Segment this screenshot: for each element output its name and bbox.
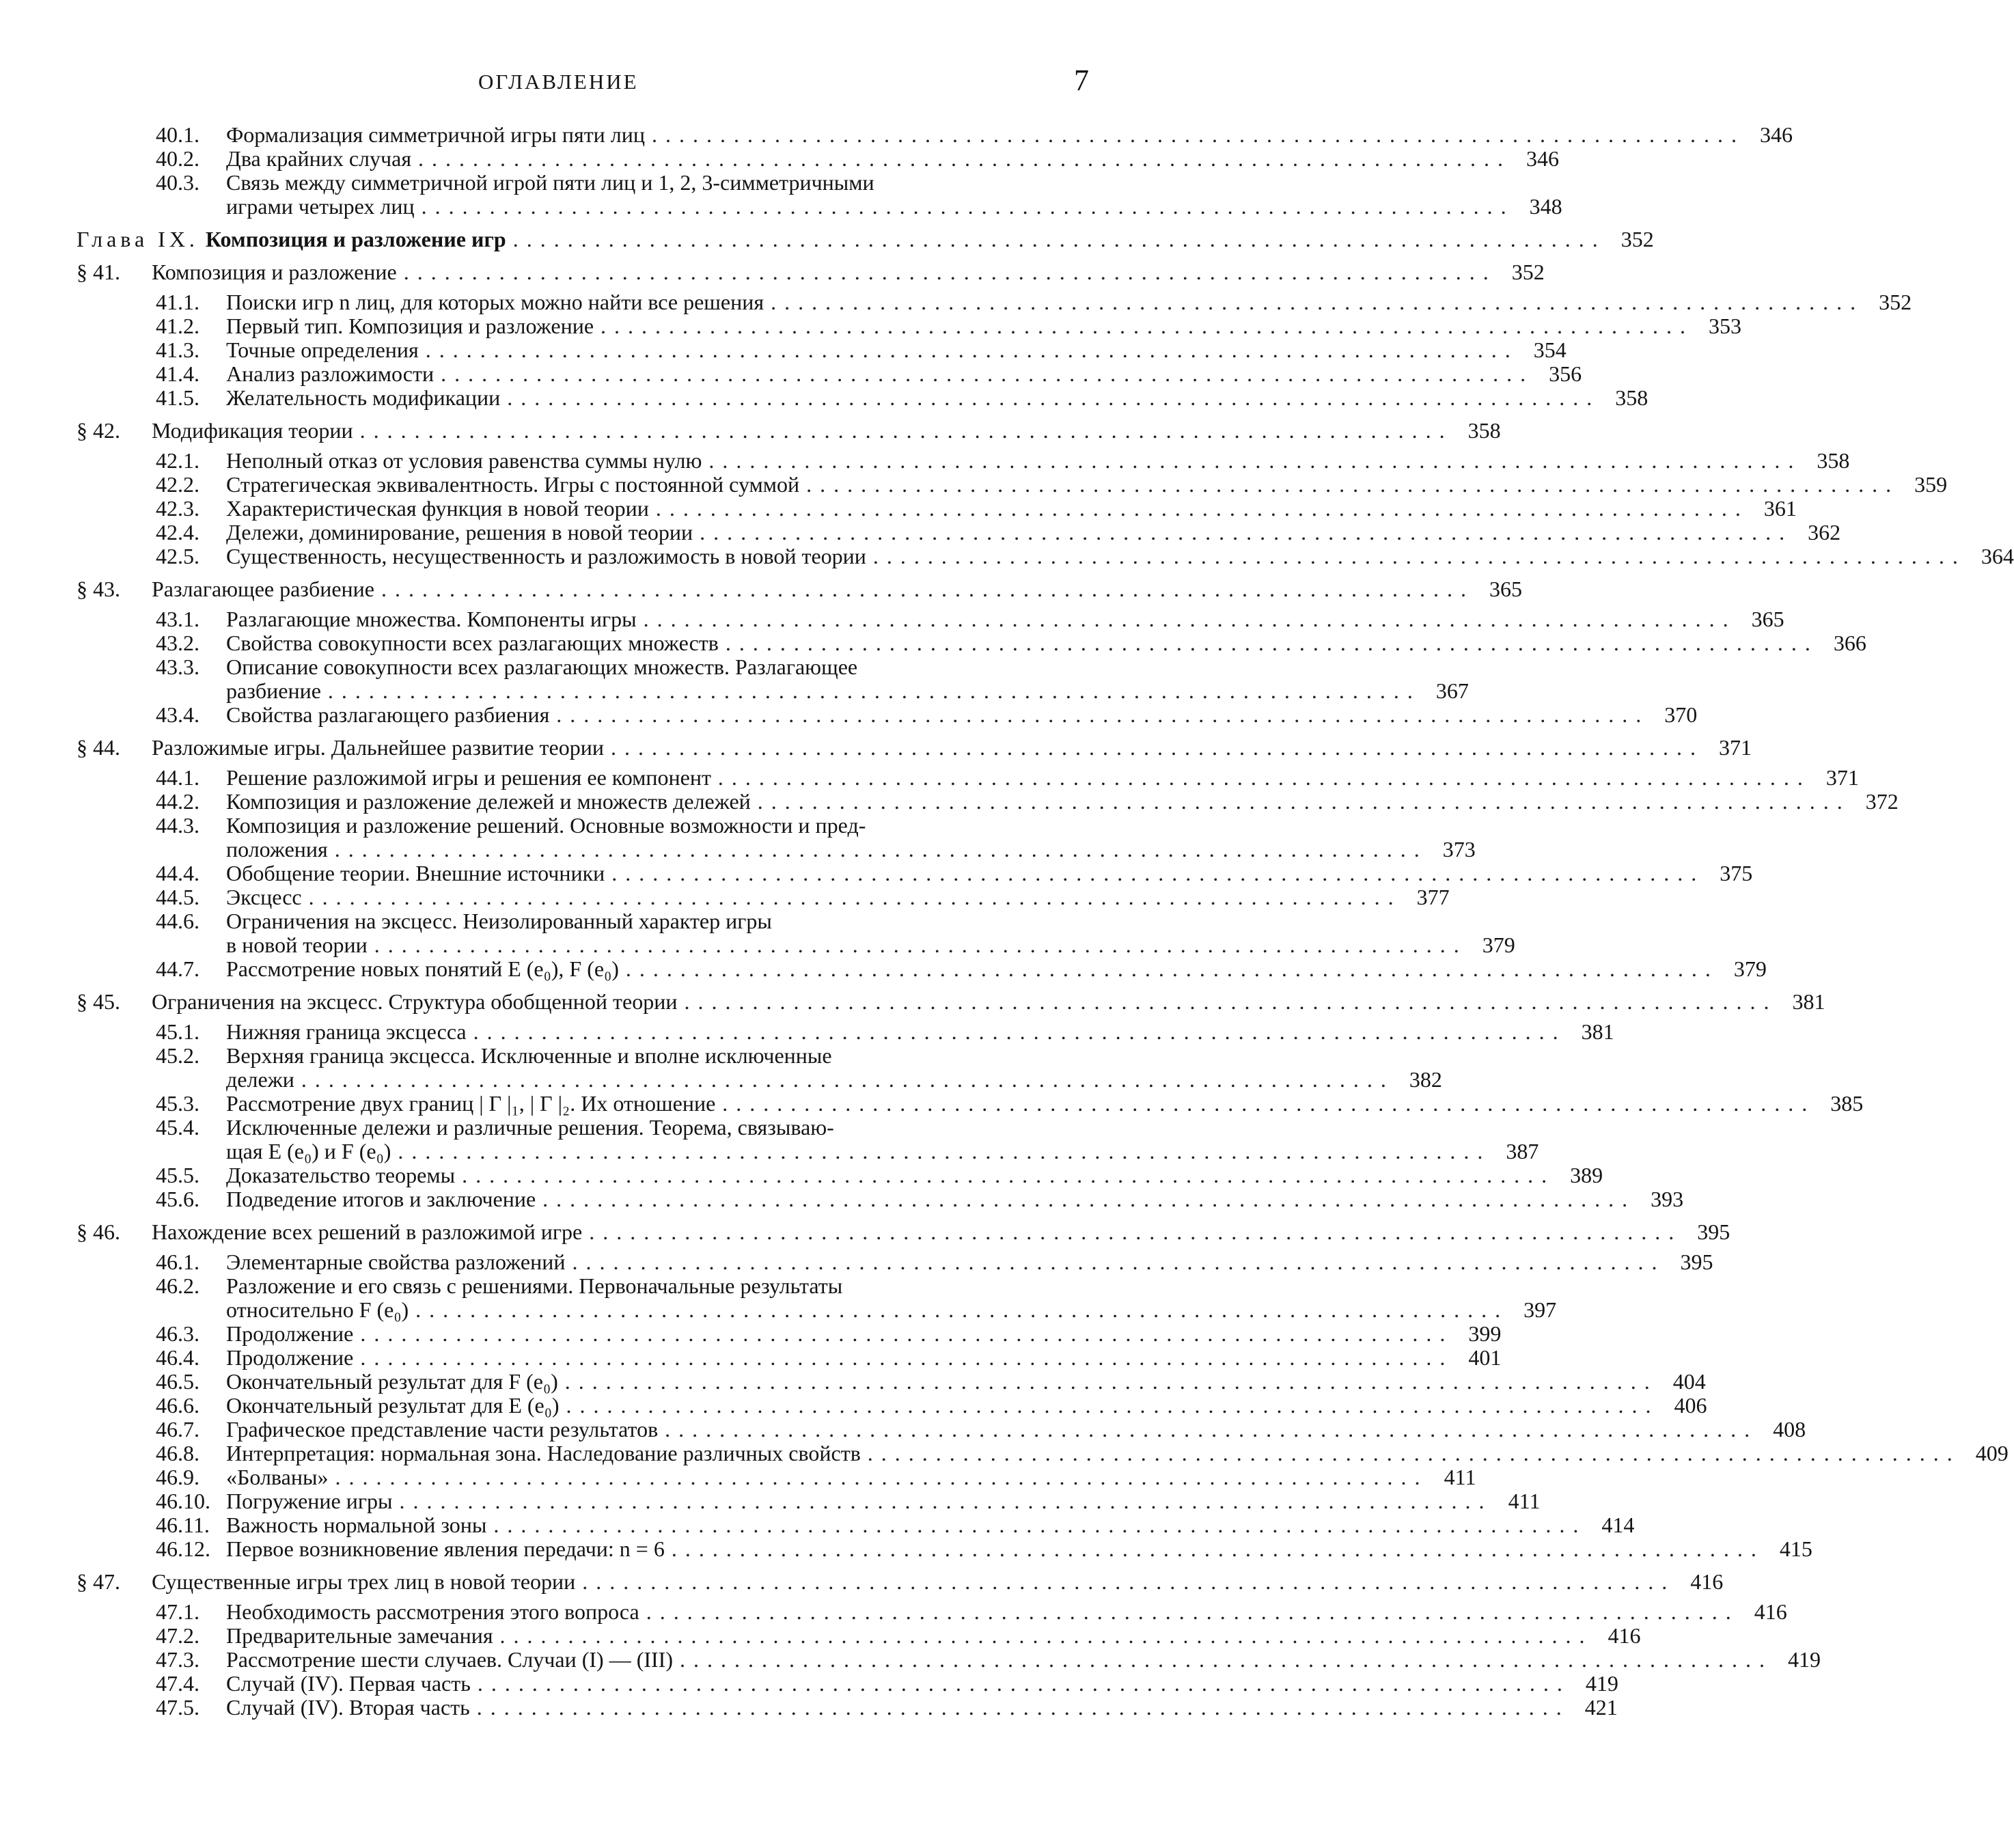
toc-entry (0, 1019, 1614, 1044)
toc-entry-page: 389 (1570, 1163, 1603, 1187)
toc-entry (0, 146, 1560, 171)
toc-entry-number: 45.4. (156, 1115, 199, 1140)
toc-entry-title: Характеристическая функция в новой теории (226, 496, 649, 521)
toc-entry-number: 44.5. (156, 885, 199, 909)
toc-entry-number: 47.5. (156, 1695, 199, 1720)
toc-entry-title: Композиция и разложение (152, 260, 397, 284)
dot-leader (868, 1442, 1954, 1465)
toc-entry-number: 44.1. (156, 765, 199, 790)
toc-entry-number: 46.5. (156, 1369, 199, 1394)
toc-entry (0, 1044, 1194, 1068)
running-title: ОГЛАВЛЕНИЕ (478, 70, 639, 94)
toc-entry-page: 404 (1672, 1369, 1706, 1394)
dot-leader (652, 123, 1738, 147)
toc-entry-title: Поиски игр n лиц, для которых можно найти все решения (226, 290, 764, 314)
dot-leader (684, 990, 1770, 1014)
toc-entry-title: Продолжение (226, 1345, 354, 1370)
toc-entry-title: Стратегическая эквивалентность. Игры с постоянной суммой (226, 472, 800, 497)
dot-leader (726, 631, 1812, 655)
toc-entry-title: Верхняя граница эксцесса. Исключенные и вполне исключенные (226, 1043, 832, 1068)
dot-leader (611, 736, 1697, 760)
toc-entry-title: Продолжение (226, 1321, 354, 1346)
toc-entry-number: 46.12. (156, 1536, 210, 1561)
toc-entry-title: «Болваны» (226, 1465, 329, 1489)
toc-entry-number: 46.10. (156, 1489, 210, 1513)
dot-leader (611, 861, 1698, 885)
toc-entry-title: Существенные игры трех лиц в новой теории (152, 1569, 576, 1594)
dot-leader (500, 1624, 1586, 1648)
toc-entry-page: 367 (1435, 678, 1469, 703)
toc-entry-number: § 41. (77, 260, 120, 284)
dot-leader (301, 1068, 1388, 1092)
toc-entry-number: § 47. (77, 1569, 120, 1594)
dot-leader (873, 544, 1959, 568)
dot-leader (806, 473, 1892, 497)
toc-entry-title: Разлагающее разбиение (152, 577, 374, 601)
dot-leader (399, 1489, 1485, 1513)
toc-entry-page: 371 (1718, 735, 1752, 760)
toc-entry (0, 1274, 1194, 1298)
toc-entry-title: Формализация симметричной игры пяти лиц (226, 122, 646, 147)
toc-entry (0, 702, 1698, 727)
dot-leader (328, 679, 1414, 703)
toc-entry (0, 1536, 1812, 1561)
table-of-contents (0, 122, 2014, 1720)
toc-entry-title: Нижняя граница эксцесса (226, 1019, 467, 1044)
toc-entry-title: Рассмотрение шести случаев. Случаи (I) — (III) (226, 1647, 673, 1672)
toc-entry (0, 314, 1742, 338)
toc-entry-number: 47.3. (156, 1647, 199, 1672)
dot-leader (513, 227, 1599, 251)
toc-entry-title: Неполный отказ от условия равенства суммы нулю (226, 448, 702, 473)
toc-entry-number: 46.6. (156, 1393, 199, 1418)
dot-leader (665, 1418, 1751, 1442)
toc-entry (0, 933, 1515, 957)
toc-entry-number: 46.7. (156, 1417, 199, 1442)
toc-entry-title: Исключенные дележи и различные решения. Теорема, связываю- (226, 1115, 834, 1140)
toc-entry (0, 837, 1476, 861)
toc-entry-page: 406 (1674, 1393, 1707, 1418)
toc-entry (0, 1163, 1603, 1187)
toc-entry-page: 356 (1549, 361, 1582, 386)
toc-entry-title: Существенность, несущественность и разложимость в новой теории (226, 544, 866, 568)
toc-entry-page: 361 (1763, 496, 1797, 521)
toc-entry (0, 1695, 1618, 1720)
toc-entry (0, 448, 1850, 473)
toc-entry-number: 47.4. (156, 1671, 199, 1696)
toc-entry (0, 789, 1899, 814)
toc-entry-title: Интерпретация: нормальная зона. Наследование различных свойств (226, 1441, 861, 1465)
toc-entry-number: 43.4. (156, 702, 199, 727)
toc-entry (0, 1219, 1730, 1244)
toc-entry-title: Рассмотрение новых понятий E (e₀), F (e₀) (226, 956, 619, 981)
toc-entry-title: Случай (IV). Вторая часть (226, 1695, 470, 1720)
dot-leader (572, 1250, 1658, 1274)
toc-entry (0, 577, 1522, 601)
toc-entry-page: 379 (1482, 933, 1515, 957)
toc-entry-page: 419 (1787, 1647, 1821, 1672)
toc-entry-title: положения (226, 837, 328, 861)
toc-entry-number: 46.8. (156, 1441, 199, 1465)
toc-entry-number: 46.11. (156, 1513, 210, 1537)
toc-entry (0, 607, 1784, 631)
toc-entry-page: 411 (1508, 1489, 1541, 1513)
toc-entry-number: 46.4. (156, 1345, 199, 1370)
toc-entry-page: 364 (1981, 544, 2014, 568)
toc-entry-page: 353 (1709, 314, 1742, 338)
toc-entry-title: разбиение (226, 678, 321, 703)
toc-entry-title: Разложимые игры. Дальнейшее развитие теории (152, 735, 604, 760)
toc-entry-number: 41.3. (156, 337, 199, 362)
toc-entry (0, 544, 2014, 568)
toc-entry (0, 735, 1752, 760)
toc-entry-title: Связь между симметричной игрой пяти лиц и 1, 2, 3-симметричными (226, 170, 874, 195)
toc-entry (0, 1139, 1539, 1163)
toc-entry-page: 375 (1720, 861, 1753, 885)
toc-entry-title: Свойства совокупности всех разлагающих множеств (226, 631, 719, 655)
dot-leader (589, 1220, 1675, 1244)
toc-entry-number: 46.9. (156, 1465, 199, 1489)
dot-leader (360, 1346, 1446, 1370)
toc-entry (0, 1393, 1707, 1418)
toc-entry-page: 415 (1779, 1536, 1812, 1561)
dot-leader (360, 1322, 1446, 1346)
toc-entry (0, 260, 1545, 284)
dot-leader (418, 147, 1504, 171)
toc-entry (0, 1569, 1724, 1594)
toc-entry-page: 381 (1792, 989, 1825, 1014)
toc-entry-page: 371 (1825, 765, 1859, 790)
dot-leader (718, 766, 1804, 790)
toc-entry (0, 956, 1767, 981)
toc-entry-number: 44.3. (156, 813, 199, 838)
toc-entry-page: 414 (1601, 1513, 1635, 1537)
toc-entry (0, 227, 1654, 251)
dot-leader (415, 1298, 1502, 1322)
toc-entry-page: 382 (1409, 1067, 1442, 1092)
dot-leader (478, 1672, 1564, 1696)
toc-entry-page: 416 (1754, 1599, 1787, 1624)
toc-entry-title: Решение разложимой игры и решения ее компонент (226, 765, 711, 790)
toc-entry (0, 1345, 1502, 1370)
toc-entry-title: Композиция и разложение решений. Основные возможности и пред- (226, 813, 866, 838)
toc-entry-number: 42.1. (156, 448, 199, 473)
toc-entry-page: 362 (1808, 520, 1841, 544)
toc-entry-number: 43.1. (156, 607, 199, 631)
toc-entry (0, 1369, 1706, 1394)
dot-leader (566, 1394, 1653, 1418)
dot-leader (473, 1020, 1560, 1044)
toc-entry-page: 395 (1680, 1250, 1713, 1274)
toc-entry-page: 419 (1585, 1671, 1618, 1696)
toc-entry-number: 45.3. (156, 1091, 199, 1116)
toc-entry-page: 381 (1581, 1019, 1614, 1044)
toc-entry-title: Обобщение теории. Внешние источники (226, 861, 605, 885)
toc-entry-number: § 43. (77, 577, 120, 601)
toc-entry (0, 385, 1649, 410)
dot-leader (462, 1163, 1548, 1187)
toc-entry-page: 359 (1914, 472, 1948, 497)
toc-entry-page: 377 (1416, 885, 1450, 909)
toc-entry-title: Разлагающие множества. Компоненты игры (226, 607, 637, 631)
toc-entry (0, 631, 1866, 655)
toc-entry-title: Погружение игры (226, 1489, 393, 1513)
toc-entry-number: 41.2. (156, 314, 199, 338)
toc-entry-number: § 44. (77, 735, 120, 760)
toc-entry-title: Предварительные замечания (226, 1623, 493, 1648)
toc-entry-page: 385 (1830, 1091, 1864, 1116)
dot-leader (381, 577, 1467, 601)
toc-entry-title: Первое возникновение явления передачи: n = 6 (226, 1536, 665, 1561)
dot-leader (360, 419, 1446, 443)
dot-leader (507, 386, 1593, 410)
toc-entry-number: 44.2. (156, 789, 199, 814)
toc-entry (0, 1116, 1194, 1140)
toc-entry-number: § 45. (77, 989, 120, 1014)
toc-entry-title: щая E (e₀) и F (e₀) (226, 1139, 391, 1163)
toc-entry-number: 40.3. (156, 170, 199, 195)
toc-entry (0, 1441, 2009, 1465)
toc-entry-page: 352 (1620, 227, 1654, 251)
dot-leader (422, 195, 1508, 219)
toc-entry-page: 354 (1533, 337, 1567, 362)
toc-entry-title: Свойства разлагающего разбиения (226, 702, 550, 727)
toc-entry-number: 42.5. (156, 544, 199, 568)
toc-entry-number: 46.3. (156, 1321, 199, 1346)
toc-entry-title: Окончательный результат для F (e₀) (226, 1369, 558, 1394)
dot-leader (404, 260, 1490, 284)
toc-entry (0, 814, 1194, 838)
dot-leader (601, 314, 1687, 338)
toc-entry-number: 45.1. (156, 1019, 199, 1044)
toc-entry-title: дележи (226, 1067, 294, 1092)
dot-leader (626, 957, 1712, 981)
toc-entry-page: 387 (1506, 1139, 1539, 1163)
toc-entry (0, 122, 1793, 147)
toc-entry (0, 678, 1469, 703)
toc-entry-number: 43.3. (156, 654, 199, 679)
dot-leader (644, 607, 1730, 631)
toc-entry (0, 361, 1582, 386)
dot-leader (374, 933, 1461, 957)
toc-entry-number: 45.2. (156, 1043, 199, 1068)
toc-entry-title: Нахождение всех решений в разложимой игре (152, 1219, 583, 1244)
toc-entry (0, 171, 1194, 195)
toc-entry (0, 1250, 1713, 1274)
dot-leader (582, 1570, 1668, 1594)
dot-leader (565, 1370, 1651, 1394)
toc-entry-number: § 46. (77, 1219, 120, 1244)
dot-leader (758, 790, 1844, 814)
toc-entry-title: Точные определения (226, 337, 419, 362)
toc-entry-page: 370 (1664, 702, 1698, 727)
toc-entry-number: Глава IX. (77, 227, 199, 251)
toc-entry-page: 352 (1879, 290, 1912, 314)
toc-entry (0, 194, 1562, 219)
toc-entry-number: 42.3. (156, 496, 199, 521)
dot-leader (708, 449, 1795, 473)
toc-entry-title: Желательность модификации (226, 385, 501, 410)
dot-leader (335, 838, 1421, 861)
toc-entry-title: Модификация теории (152, 418, 353, 443)
toc-entry-number: 41.1. (156, 290, 199, 314)
toc-entry (0, 989, 1825, 1014)
toc-entry-title: Анализ разложимости (226, 361, 434, 386)
toc-entry-page: 358 (1615, 385, 1649, 410)
toc-entry-title: Описание совокупности всех разлагающих множеств. Разлагающее (226, 654, 858, 679)
toc-entry (0, 1465, 1476, 1489)
dot-leader (335, 1465, 1421, 1489)
toc-entry (0, 1417, 1806, 1442)
toc-entry (0, 337, 1567, 362)
toc-entry-title: в новой теории (226, 933, 368, 957)
toc-entry (0, 496, 1797, 521)
toc-entry-title: Ограничения на эксцесс. Структура обобщенной теории (152, 989, 678, 1014)
toc-entry-number: 43.2. (156, 631, 199, 655)
toc-entry-title: Дележи, доминирование, решения в новой теории (226, 520, 693, 544)
toc-entry (0, 1647, 1821, 1672)
toc-entry-page: 401 (1468, 1345, 1502, 1370)
page-number: 7 (1074, 64, 1089, 97)
toc-entry-page: 365 (1489, 577, 1522, 601)
toc-entry-title: Два крайних случая (226, 146, 412, 171)
toc-entry-page: 346 (1760, 122, 1793, 147)
toc-entry-title: Доказательство теоремы (226, 1163, 456, 1187)
toc-entry-number: 44.7. (156, 956, 199, 981)
dot-leader (426, 338, 1512, 362)
toc-entry-title: Важность нормальной зоны (226, 1513, 487, 1537)
toc-entry-title: Эксцесс (226, 885, 302, 909)
toc-entry-page: 358 (1817, 448, 1850, 473)
dot-leader (771, 290, 1857, 314)
dot-leader (398, 1140, 1484, 1163)
toc-entry-number: 47.1. (156, 1599, 199, 1624)
toc-entry-page: 379 (1733, 956, 1767, 981)
dot-leader (656, 497, 1742, 521)
toc-entry-title: Случай (IV). Первая часть (226, 1671, 471, 1696)
toc-entry-page: 409 (1975, 1441, 2009, 1465)
toc-entry (0, 1623, 1641, 1648)
toc-entry (0, 861, 1753, 885)
toc-entry-title: Композиция и разложение дележей и множеств дележей (226, 789, 751, 814)
toc-entry-number: 45.6. (156, 1187, 199, 1211)
toc-entry-page: 346 (1526, 146, 1560, 171)
toc-entry-number: 44.4. (156, 861, 199, 885)
toc-entry-page: 365 (1751, 607, 1784, 631)
toc-entry-page: 416 (1608, 1623, 1641, 1648)
toc-entry-page: 372 (1865, 789, 1899, 814)
toc-entry-page: 411 (1444, 1465, 1476, 1489)
toc-entry-title: Элементарные свойства разложений (226, 1250, 566, 1274)
dot-leader (477, 1696, 1563, 1720)
toc-entry-title: Композиция и разложение игр (205, 227, 506, 251)
toc-entry-number: 44.6. (156, 909, 199, 933)
toc-entry (0, 765, 1859, 790)
toc-entry-page: 416 (1690, 1569, 1724, 1594)
toc-entry-page: 393 (1651, 1187, 1684, 1211)
toc-entry-number: 41.4. (156, 361, 199, 386)
toc-entry-page: 397 (1523, 1297, 1557, 1322)
toc-entry-title: Первый тип. Композиция и разложение (226, 314, 594, 338)
toc-entry-number: 45.5. (156, 1163, 199, 1187)
toc-entry (0, 1671, 1618, 1696)
toc-entry-page: 399 (1468, 1321, 1502, 1346)
toc-entry-page: 421 (1584, 1695, 1618, 1720)
toc-entry (0, 1091, 1864, 1116)
toc-entry-page: 366 (1833, 631, 1866, 655)
dot-leader (309, 885, 1395, 909)
dot-leader (672, 1537, 1758, 1561)
toc-entry-title: Графическое представление части результатов (226, 1417, 659, 1442)
toc-entry-number: 40.1. (156, 122, 199, 147)
toc-entry (0, 290, 1912, 314)
toc-entry-title: Окончательный результат для E (e₀) (226, 1393, 560, 1418)
toc-entry (0, 520, 1841, 544)
toc-entry (0, 1297, 1557, 1322)
toc-entry-number: 40.2. (156, 146, 199, 171)
dot-leader (542, 1187, 1629, 1211)
toc-entry-page: 373 (1442, 837, 1476, 861)
dot-leader (556, 703, 1642, 727)
toc-entry (0, 655, 1194, 679)
toc-entry-title: играми четырех лиц (226, 194, 415, 219)
dot-leader (680, 1648, 1766, 1672)
running-head (0, 63, 1194, 104)
toc-entry-page: 352 (1511, 260, 1545, 284)
dot-leader (441, 362, 1527, 386)
toc-entry-page: 348 (1529, 194, 1562, 219)
dot-leader (646, 1600, 1733, 1624)
dot-leader (700, 521, 1786, 544)
toc-entry-page: 408 (1773, 1417, 1806, 1442)
toc-entry-title: Рассмотрение двух границ | Γ |₁, | Γ |₂. Их отношение (226, 1091, 716, 1116)
toc-entry (0, 1513, 1635, 1537)
toc-entry-page: 395 (1697, 1219, 1730, 1244)
dot-leader (493, 1513, 1580, 1537)
toc-entry (0, 1187, 1684, 1211)
toc-entry-title: Разложение и его связь с решениями. Первоначальные результаты (226, 1273, 843, 1298)
toc-entry-title: Необходимость рассмотрения этого вопроса (226, 1599, 639, 1624)
toc-entry-title: Подведение итогов и заключение (226, 1187, 536, 1211)
toc-entry-title: относительно F (e₀) (226, 1297, 409, 1322)
toc-entry (0, 909, 1194, 933)
toc-entry (0, 418, 1501, 443)
toc-entry (0, 885, 1450, 909)
toc-entry-title: Ограничения на эксцесс. Неизолированный характер игры (226, 909, 772, 933)
toc-entry-number: § 42. (77, 418, 120, 443)
toc-entry-number: 46.2. (156, 1273, 199, 1298)
toc-entry (0, 1067, 1442, 1092)
toc-entry (0, 1489, 1541, 1513)
toc-entry-number: 42.4. (156, 520, 199, 544)
toc-entry (0, 472, 1948, 497)
toc-entry-number: 41.5. (156, 385, 199, 410)
toc-entry-page: 358 (1467, 418, 1501, 443)
toc-entry-number: 46.1. (156, 1250, 199, 1274)
toc-entry-number: 42.2. (156, 472, 199, 497)
toc-entry (0, 1321, 1502, 1346)
toc-entry-number: 47.2. (156, 1623, 199, 1648)
dot-leader (722, 1092, 1808, 1116)
toc-entry (0, 1599, 1787, 1624)
